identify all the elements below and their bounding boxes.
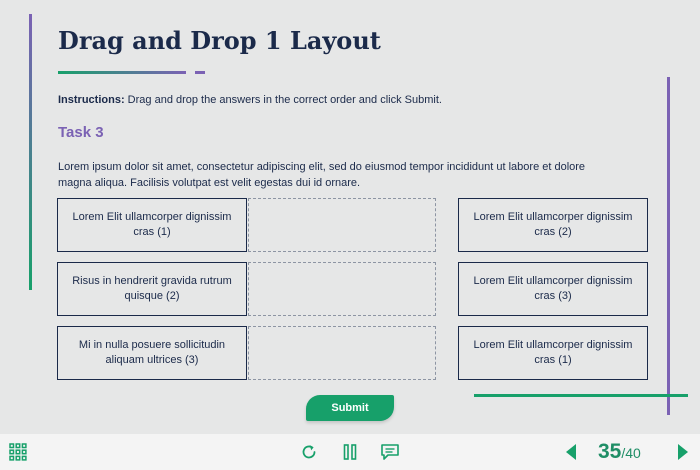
deco-right-vertical-line [667, 77, 670, 415]
total-pages: /40 [621, 445, 641, 461]
prev-arrow-icon[interactable] [562, 441, 580, 463]
instructions [58, 94, 442, 106]
drop-zone-2[interactable] [248, 262, 436, 316]
pause-icon[interactable] [340, 442, 360, 462]
drop-zone-1[interactable] [248, 198, 436, 252]
deco-right-horizontal-line [474, 394, 688, 397]
next-arrow-icon[interactable] [674, 441, 692, 463]
current-page-number: 35 [598, 440, 622, 463]
deco-title-underline [58, 71, 186, 74]
deco-left-vertical-line [29, 14, 32, 290]
left-item-2: Risus in hendrerit gravida rutrum quisque (2) [57, 262, 247, 316]
left-item-3: Mi in nulla posuere sollicitudin aliquam ultrices (3) [57, 326, 247, 380]
task-description: Lorem ipsum dolor sit amet, consectetur adipiscing elit, sed do eiusmod tempor incididunt ut labore et dolore magna aliqua. Facilisis volutpat est velit egestas dui id ornare. [58, 161, 586, 189]
left-item-1: Lorem Elit ullamcorper dignissim cras (1) [57, 198, 247, 252]
replay-icon[interactable] [299, 442, 319, 462]
instructions-text: Drag and drop the answers in the correct order and click Submit. [124, 94, 442, 106]
submit-button[interactable]: Submit [306, 395, 394, 421]
comment-icon[interactable] [379, 442, 401, 462]
task-title: Task 3 [58, 124, 104, 141]
draggable-answer-3[interactable]: Lorem Elit ullamcorper dignissim cras (1) [458, 326, 648, 380]
deco-title-dash [195, 71, 205, 74]
instructions-label: Instructions: [58, 94, 125, 106]
drop-zone-3[interactable] [248, 326, 436, 380]
page-title: Drag and Drop 1 Layout [58, 26, 381, 55]
page-counter [598, 440, 641, 464]
draggable-answer-1[interactable]: Lorem Elit ullamcorper dignissim cras (2) [458, 198, 648, 252]
draggable-answer-2[interactable]: Lorem Elit ullamcorper dignissim cras (3) [458, 262, 648, 316]
grid-menu-icon[interactable] [8, 442, 28, 462]
